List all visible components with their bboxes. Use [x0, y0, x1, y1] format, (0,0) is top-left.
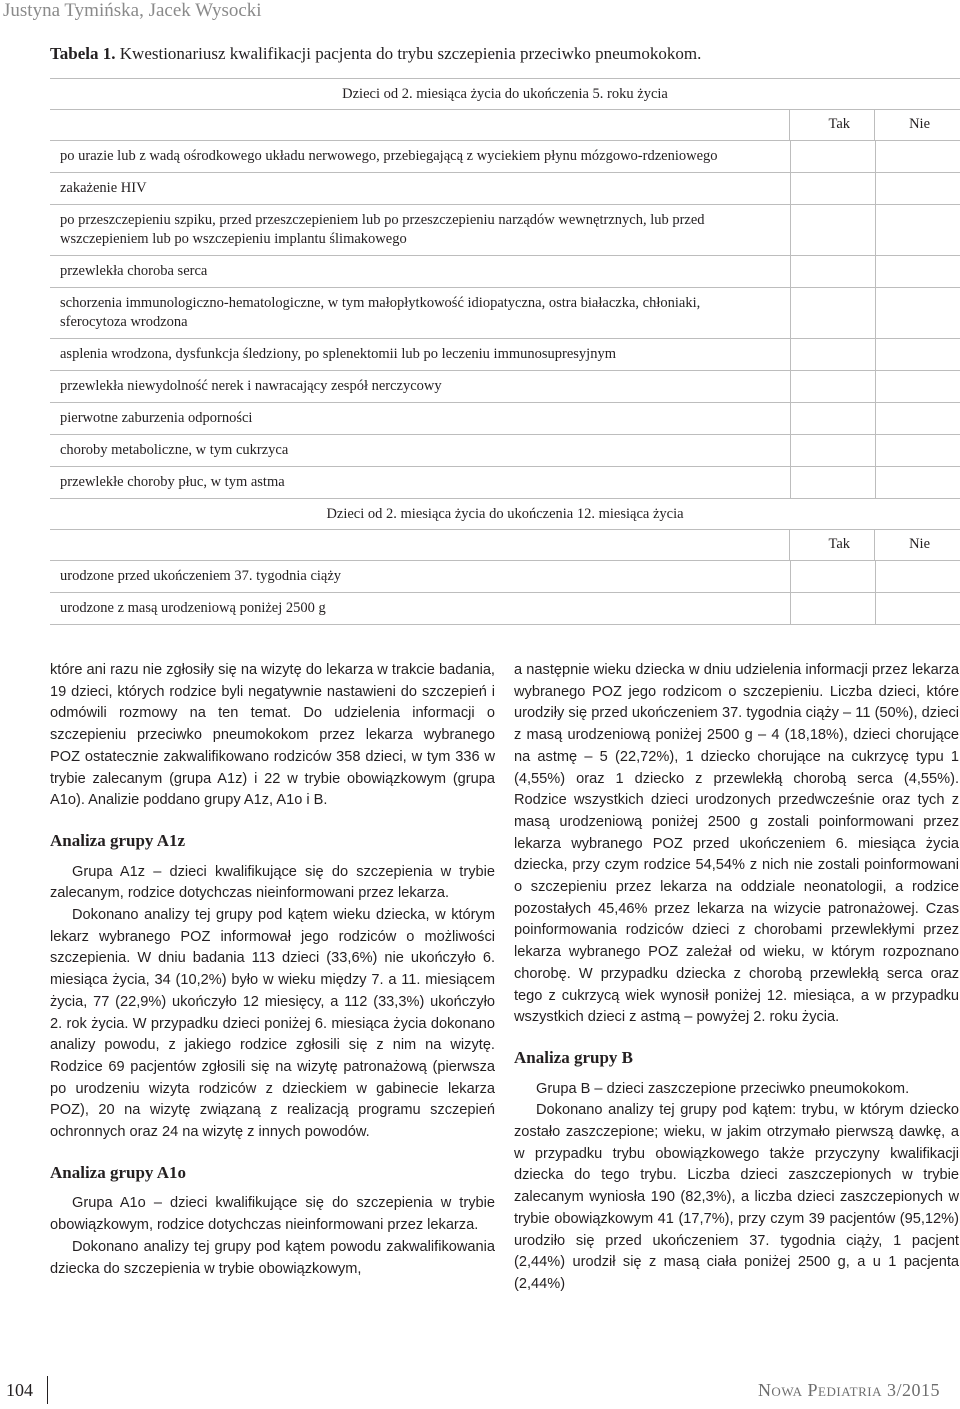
row-question: przewlekła niewydolność nerek i nawracający zespół nerczycowy: [60, 378, 442, 394]
no-cell[interactable]: [875, 256, 876, 287]
no-column-header: Nie: [909, 536, 930, 552]
yes-cell[interactable]: [790, 371, 791, 402]
yes-cell[interactable]: [790, 403, 791, 434]
row-question: po przeszczepieniu szpiku, przed przeszczepieniem lub po przeszczepieniu narządów wewnętrznych, lub przed wszczepieniem lub po wszczepieniu implantu ślimakowego: [60, 212, 705, 247]
paragraph: a następnie wieku dziecka w dniu udzielenia informacji przez lekarza wybranego POZ jego rodzicom o szczepieniu. Liczba dzieci, które urodziły się przed ukończeniem 37. tygodnia ciąży – 11 (50%), dzieci z masą urodzeniową poniżej 2500 g – 4 (18,18%), dzieci chorujące na astmę – 5 (22,72%), 1 dziecko chorujące na cukrzycę typu 1 (4,55%) oraz 1 dziecko z przewlekłą chorobą serca (4,55%). Rodzice wszystkich dzieci urodzonych przedwcześnie oraz tych z masą urodzeniową poniżej 2500 g zostali poinformowani przez lekarza wybranego POZ przed ukończeniem 6. miesiąca życia dziecka, przy czym rodzice 54,54% z nich nie zostali poinformowani o szczepieniu przez lekarza na oddziale neonatologii, a rodzice pozostałych 45,46% przez lekarza na wizycie patronażowej. Czas poinformowania rodziców dzieci z chorobami przewlekłymi przez lekarza wybranego POZ zależał od wieku, w którym rozpoznano chorobę. W przypadku dziecka z chorobą przewlekłą serca oraz tego z cukrzycą wiek wynosił poniżej 12. miesiąca, a w przypadku wszystkich dzieci z astmą – powyżej 2. roku życia.: [514, 662, 959, 1026]
row-question: pierwotne zaburzenia odporności: [60, 410, 253, 426]
paragraph: Grupa A1z – dzieci kwalifikujące się do szczepienia w trybie zalecanym, rodzice dotychczas nieinformowani przez lekarza.: [50, 863, 495, 902]
table-row: [50, 255, 960, 287]
table-row: [50, 466, 960, 498]
table-yes-no-header: [50, 109, 960, 140]
no-cell[interactable]: [875, 371, 876, 402]
table-group-title: Dzieci od 2. miesiąca życia do ukończenia 5. roku życia: [50, 78, 960, 109]
paragraph: Dokonano analizy tej grupy pod kątem powodu zakwalifikowania dziecka do szczepienia w trybie obowiązkowym,: [50, 1238, 495, 1277]
qualification-table: [50, 78, 960, 625]
row-question: zakażenie HIV: [60, 180, 147, 196]
yes-cell[interactable]: [790, 173, 791, 204]
yes-cell[interactable]: [790, 593, 791, 624]
table-row: [50, 204, 960, 255]
row-question: urodzone z masą urodzeniową poniżej 2500 g: [60, 600, 326, 616]
no-cell[interactable]: [875, 339, 876, 370]
yes-cell[interactable]: [790, 256, 791, 287]
right-text-column: [514, 660, 959, 1296]
no-cell[interactable]: [875, 173, 876, 204]
table-row: [50, 402, 960, 434]
no-column-header: Nie: [909, 116, 930, 132]
yes-cell[interactable]: [790, 205, 791, 255]
table-row: [50, 140, 960, 172]
journal-name: Nowa Pediatria 3/2015: [757, 1380, 940, 1400]
paragraph: Dokonano analizy tej grupy pod kątem wieku dziecka, w którym lekarz wybranego POZ informował jego rodziców o możliwości szczepienia. W dniu badania 113 dzieci (33,6%) nie ukończyło 6. miesiąca życia, 34 (10,2%) było w wieku między 7. a 11. miesiącem życia, 77 (22,9%) ukończyło 12 miesięcy, a 112 (33,3%) ukończyło 2. rok życia. W przypadku dzieci poniżej 6. miesiąca życia dokonano analizy powodu, z jakiego rodzice zgłosili się z nim na wizytę. Rodzice 69 pacjentów zgłosili się na wizytę patronażową (pierwsza po urodzeniu wizyta rodziców z dzieckiem w gabinecie lekarza POZ), 20 na wizytę związaną z realizacją programu szczepień ochronnych oraz 24 na wizytę z innych powodów.: [50, 907, 495, 1141]
table-row: [50, 592, 960, 624]
row-question: asplenia wrodzona, dysfunkcja śledziony, po splenektomii lub po leczeniu immunosupresyjnym: [60, 346, 616, 362]
no-cell[interactable]: [875, 288, 876, 338]
no-cell[interactable]: [875, 593, 876, 624]
section-heading: Analiza grupy B: [514, 1047, 634, 1067]
no-cell[interactable]: [875, 403, 876, 434]
row-question: przewlekła choroba serca: [60, 263, 208, 279]
running-head: Justyna Tymińska, Jacek Wysocki: [3, 0, 262, 21]
row-question: schorzenia immunologiczno-hematologiczne, w tym małopłytkowość idiopatyczna, ostra białaczka, chłoniaki, sferocytoza wrodzona: [60, 295, 701, 330]
row-question: choroby metaboliczne, w tym cukrzyca: [60, 442, 289, 458]
yes-column-header: Tak: [828, 116, 850, 132]
yes-cell[interactable]: [790, 435, 791, 466]
no-cell[interactable]: [875, 141, 876, 172]
paragraph: które ani razu nie zgłosiły się na wizytę do lekarza w trakcie badania, 19 dzieci, których rodzice byli negatywnie nastawieni do szczepień i odmówili rozmowy na ten temat. Do udzielenia informacji o szczepieniu przeciwko pneumokokom przez lekarza wybranego POZ ostatecznie zakwalifikowano rodziców 358 dzieci, w tym 336 w trybie zalecanym (grupa A1z) i 22 w trybie obowiązkowym (grupa A1o). Analizie poddano grupy A1z, A1o i B.: [50, 662, 495, 809]
yes-cell[interactable]: [790, 339, 791, 370]
row-question: urodzone przed ukończeniem 37. tygodnia ciąży: [60, 568, 342, 584]
page-number: 104: [6, 1380, 33, 1400]
paragraph: Grupa B – dzieci zaszczepione przeciwko pneumokokom.: [536, 1080, 910, 1097]
table-row: [50, 172, 960, 204]
row-question: przewlekłe choroby płuc, w tym astma: [60, 474, 285, 490]
footer-divider: [47, 1376, 48, 1404]
yes-cell[interactable]: [790, 141, 791, 172]
section-heading: Analiza grupy A1z: [50, 830, 186, 850]
table-row: [50, 338, 960, 370]
row-question: po urazie lub z wadą ośrodkowego układu nerwowego, przebiegającą z wyciekiem płynu mózgowo-rdzeniowego: [60, 148, 718, 164]
table-row: [50, 287, 960, 338]
yes-cell[interactable]: [790, 467, 791, 498]
no-cell[interactable]: [875, 435, 876, 466]
table-caption: [50, 44, 701, 64]
table-yes-no-header: [50, 529, 960, 560]
paragraph: Dokonano analizy tej grupy pod kątem: trybu, w którym dziecko zostało zaszczepione; wieku, w jakim otrzymało pierwszą dawkę, a w przypadku trybu obowiązkowego także przyczyny kwalifikacji dziecka do tego trybu. Liczba dzieci zaszczepionych w trybie zalecanym wyniosła 190 (82,3%), a liczba dzieci zaszczepionych w trybie obowiązkowym 41 (17,7%), przy czym 39 pacjentów (95,12%) urodziło się przed ukończeniem 37. tygodnia ciąży, 1 pacjent (2,44%) urodził się z masą ciała poniżej 2500 g, a u 1 pacjenta (2,44%): [514, 1102, 959, 1292]
yes-cell[interactable]: [790, 561, 791, 592]
no-cell[interactable]: [875, 561, 876, 592]
table-caption-text: Kwestionariusz kwalifikacji pacjenta do trybu szczepienia przeciwko pneumokokom.: [119, 44, 702, 63]
section-heading: Analiza grupy A1o: [50, 1162, 187, 1182]
left-text-column: [50, 660, 495, 1280]
table-row: [50, 370, 960, 402]
table-row: [50, 560, 960, 592]
table-group-title: Dzieci od 2. miesiąca życia do ukończenia 12. miesiąca życia: [50, 498, 960, 529]
paragraph: Grupa A1o – dzieci kwalifikujące się do szczepienia w trybie obowiązkowym, rodzice dotychczas nieinformowani przez lekarza.: [50, 1195, 495, 1234]
table-row: [50, 434, 960, 466]
yes-column-header: Tak: [828, 536, 850, 552]
no-cell[interactable]: [875, 205, 876, 255]
no-cell[interactable]: [875, 467, 876, 498]
yes-cell[interactable]: [790, 288, 791, 338]
table-caption-label: Tabela 1.: [50, 44, 116, 63]
